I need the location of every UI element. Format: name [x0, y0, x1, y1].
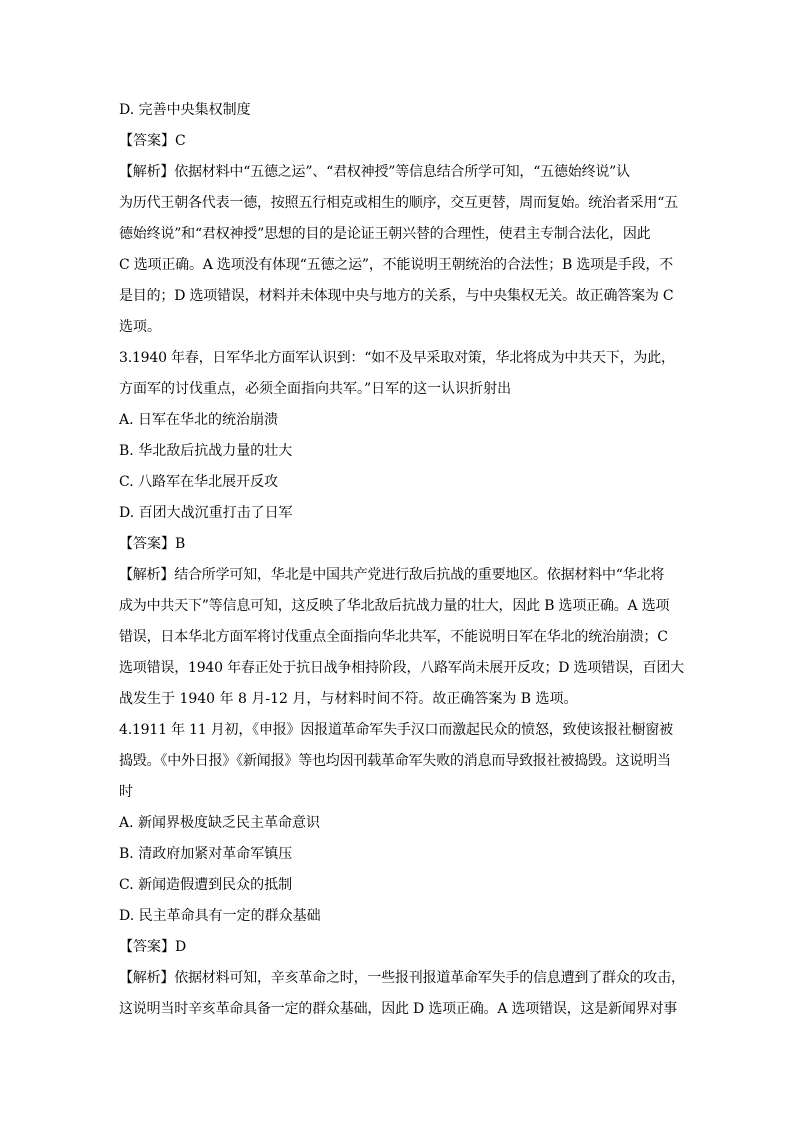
answer-q2: 【答案】C [119, 133, 186, 149]
analysis-q3-line-5: 战发生于 1940 年 8 月-12 月，与材料时间不符。故正确答案为 B 选项。 [119, 691, 578, 707]
option-d-q4: D. 民主革命具有一定的群众基础 [119, 908, 321, 924]
question-4-line-2: 捣毁。《中外日报》《新闻报》等也均因刊载革命军失败的消息而导致报社被捣毁。这说明当 [119, 753, 671, 769]
option-c-q4: C. 新闻造假遭到民众的抵制 [119, 877, 293, 893]
question-3-line-1: 3.1940 年春，日军华北方面军认识到：“如不及早采取对策，华北将成为中共天下，为此， [119, 350, 675, 366]
answer-q4: 【答案】D [119, 939, 187, 955]
option-a-q4: A. 新闻界极度缺乏民主革命意识 [119, 815, 321, 831]
analysis-q2-line-5: 是目的；D 选项错误，材料并未体现中央与地方的关系，与中央集权无关。故正确答案为 C [119, 288, 674, 304]
document-page [119, 100, 689, 1019]
question-4-line-3: 时 [119, 784, 133, 800]
analysis-q3-line-3: 错误，日本华北方面军将讨伐重点全面指向华北共军，不能说明日军在华北的统治崩溃；C [119, 629, 668, 645]
question-4-line-1: 4.1911 年 11 月初，《申报》因报道革命军失手汉口而激起民众的愤怒，致使该报社橱窗被 [119, 722, 673, 738]
option-b-q3: B. 华北敌后抗战力量的壮大 [119, 443, 293, 459]
analysis-q4-line-2: 这说明当时辛亥革命具备一定的群众基础，因此 D 选项正确。A 选项错误，这是新闻界对事 [119, 1001, 678, 1017]
analysis-q3-line-1: 【解析】结合所学可知，华北是中国共产党进行敌后抗战的重要地区。依据材料中“华北将 [119, 567, 665, 583]
question-3-line-2: 方面军的讨伐重点，必须全面指向共军。”日军的这一认识折射出 [119, 381, 512, 397]
analysis-q2-line-1: 【解析】依据材料中“五德之运”、“君权神授”等信息结合所学可知，“五德始终说”认 [119, 164, 630, 180]
analysis-q3-line-2: 成为中共天下”等信息可知，这反映了华北敌后抗战力量的壮大，因此 B 选项正确。A 选项 [119, 598, 670, 614]
analysis-q3-line-4: 选项错误，1940 年春正处于抗日战争相持阶段，八路军尚未展开反攻；D 选项错误，百团大 [119, 660, 684, 676]
option-d-q3: D. 百团大战沉重打击了日军 [119, 505, 293, 521]
analysis-q4-line-1: 【解析】依据材料可知，辛亥革命之时，一些报刊报道革命军失手的信息遭到了群众的攻击， [119, 970, 685, 986]
analysis-q2-line-6: 选项。 [119, 319, 161, 335]
answer-q3: 【答案】B [119, 536, 186, 552]
option-a-q3: A. 日军在华北的统治崩溃 [119, 412, 279, 428]
analysis-q2-line-2: 为历代王朝各代表一德，按照五行相克或相生的顺序，交互更替，周而复始。统治者采用“五 [119, 195, 678, 211]
option-d-q2: D. 完善中央集权制度 [119, 102, 251, 118]
option-b-q4: B. 清政府加紧对革命军镇压 [119, 846, 293, 862]
analysis-q2-line-3: 德始终说”和“君权神授”思想的目的是论证王朝兴替的合理性，使君主专制合法化，因此 [119, 226, 651, 242]
option-c-q3: C. 八路军在华北展开反攻 [119, 474, 279, 490]
analysis-q2-line-4: C 选项正确。A 选项没有体现“五德之运”，不能说明王朝统治的合法性；B 选项是手段，不 [119, 257, 673, 273]
